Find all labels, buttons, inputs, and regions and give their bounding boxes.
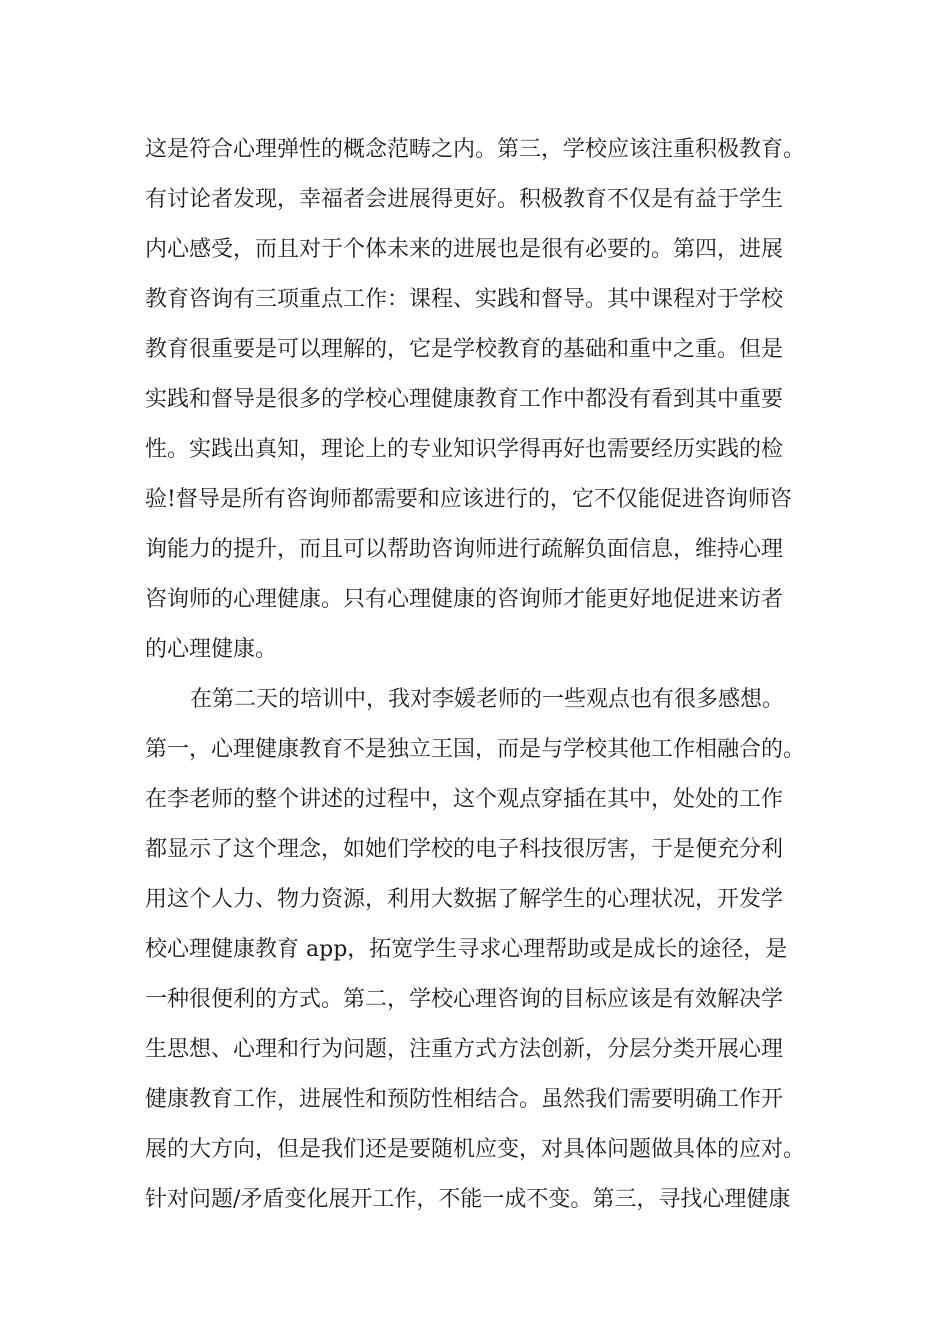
text-line: 针对问题/矛盾变化展开工作，不能一成不变。第三，寻找心理健康	[145, 1187, 791, 1212]
text-line: 实践和督导是很多的学校心理健康教育工作中都没有看到其中重要	[145, 387, 784, 412]
text-line: 咨询师的心理健康。只有心理健康的咨询师才能更好地促进来访者	[145, 587, 784, 612]
text-line: 生思想、心理和行为问题，注重方式方法创新，分层分类开展心理	[145, 1037, 784, 1062]
text-line: 在李老师的整个讲述的过程中，这个观点穿插在其中，处处的工作	[145, 787, 784, 812]
text-line: 都显示了这个理念，如她们学校的电子科技很厉害，于是便充分利	[145, 837, 784, 862]
text-line: 教育咨询有三项重点工作：课程、实践和督导。其中课程对于学校	[145, 287, 784, 312]
text-line: 内心感受，而且对于个体未来的进展也是很有必要的。第四，进展	[145, 237, 784, 262]
text-line: 验!督导是所有咨询师都需要和应该进行的，它不仅能促进咨询师咨	[145, 487, 792, 512]
text-line: 有讨论者发现，幸福者会进展得更好。积极教育不仅是有益于学生	[145, 187, 784, 212]
text-line: 用这个人力、物力资源，利用大数据了解学生的心理状况，开发学	[145, 887, 784, 912]
text-line: 展的大方向，但是我们还是要随机应变，对具体问题做具体的应对。	[145, 1137, 806, 1162]
text-line: 教育很重要是可以理解的，它是学校教育的基础和重中之重。但是	[145, 337, 784, 362]
text-line: 第一，心理健康教育不是独立王国，而是与学校其他工作相融合的。	[145, 737, 806, 762]
text-line: 校心理健康教育 app，拓宽学生寻求心理帮助或是成长的途径，是	[145, 937, 788, 962]
text-line: 一种很便利的方式。第二，学校心理咨询的目标应该是有效解决学	[145, 987, 784, 1012]
text-line: 询能力的提升，而且可以帮助咨询师进行疏解负面信息，维持心理	[145, 537, 784, 562]
paragraph-first-line: 在第二天的培训中，我对李媛老师的一些观点也有很多感想。	[190, 687, 785, 712]
text-line: 性。实践出真知，理论上的专业知识学得再好也需要经历实践的检	[145, 437, 784, 462]
text-line: 健康教育工作，进展性和预防性相结合。虽然我们需要明确工作开	[145, 1087, 784, 1112]
text-line: 这是符合心理弹性的概念范畴之内。第三，学校应该注重积极教育。	[145, 137, 806, 162]
text-line: 的心理健康。	[145, 637, 278, 662]
